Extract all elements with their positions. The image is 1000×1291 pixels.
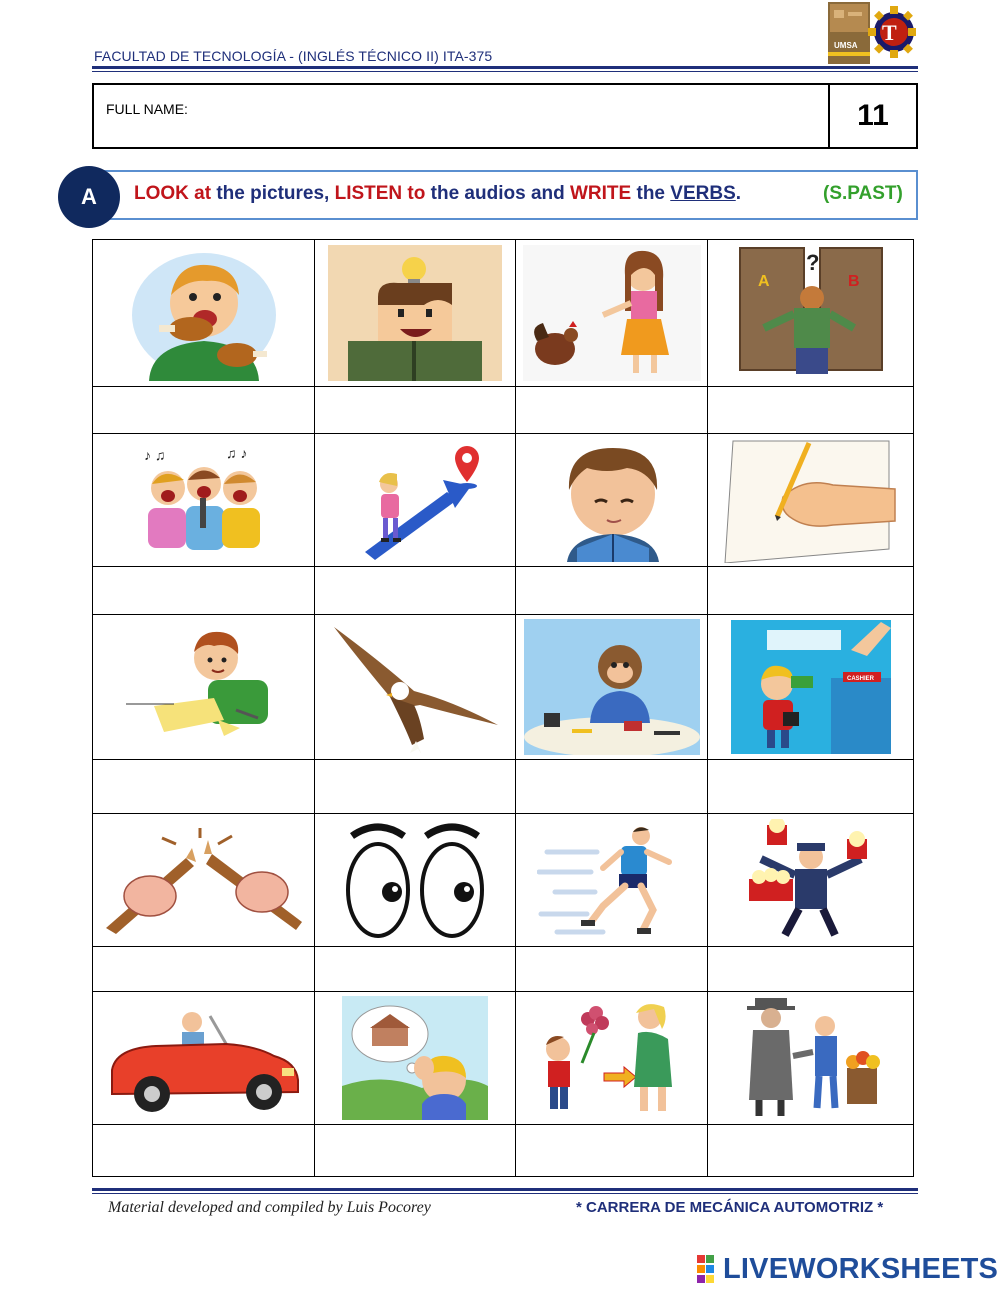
grid-line [913,239,914,1177]
header-rule [92,66,918,69]
answer-input-8[interactable] [709,568,912,612]
picture-cell [708,434,913,566]
grid-line [92,1124,914,1125]
picture-cell [315,615,515,759]
header-rule-thin [92,71,918,72]
grid-line [92,386,914,387]
footer-career: * CARRERA DE MECÁNICA AUTOMOTRIZ * [576,1199,884,1216]
boy-reading-book-icon [547,438,677,562]
man-selling-popcorn-icon [731,819,891,943]
answer-input-7[interactable] [517,568,706,612]
picture-cell [708,240,913,386]
liveworksheets-text: LIVEWORKSHEETS [723,1253,999,1285]
picture-cell [516,815,707,946]
footer-rule-thin [92,1193,918,1194]
boy-eating-chicken-icon [129,245,279,381]
instruction-text: LOOK at the pictures, LISTEN to the audios and WRITE the VERBS. [134,183,742,204]
full-name-label: FULL NAME: [106,101,188,117]
page-number: 11 [828,85,916,147]
picture-cell [516,240,707,386]
faculty-logo [828,2,916,64]
header-title: FACULTAD DE TECNOLOGÍA - (INGLÉS TÉCNICO II) ITA-375 [94,48,493,64]
picture-cell [93,815,314,946]
answer-input-15[interactable] [517,947,706,990]
man-choosing-door-icon [736,244,886,382]
man-thinking-idea-icon [328,245,502,381]
picture-cell [315,992,515,1124]
footer-credit: Material developed and compiled by Luis Pocorey [108,1199,431,1216]
answer-input-11[interactable] [517,764,706,808]
boy-cutting-paper-icon [124,622,284,752]
svg-text:B: B [847,273,860,290]
picture-cell [93,615,314,759]
answer-input-17[interactable] [94,1127,313,1174]
liveworksheets-logo-icon [697,1255,723,1285]
answer-input-4[interactable] [709,388,912,432]
footer-rule [92,1188,918,1191]
liveworksheets-brand[interactable] [697,1253,998,1286]
answer-input-18[interactable] [316,1127,514,1174]
thief-stealing-icon [739,996,883,1120]
grid-line [92,1176,914,1177]
answer-input-2[interactable] [316,388,514,432]
picture-cell [93,992,314,1124]
full-name-box [92,83,918,149]
grid-line [92,759,914,760]
man-driving-car-icon [106,1002,302,1114]
hands-breaking-stick-icon [102,826,306,936]
boy-paying-cashier-icon [731,620,891,754]
man-running-icon [537,822,687,940]
answer-input-9[interactable] [94,764,313,808]
logo-text: UMSA [834,41,858,50]
grid-line [92,813,914,814]
svg-text:T: T [882,20,897,45]
picture-cell [708,992,913,1124]
answer-input-5[interactable] [94,568,313,612]
answer-input-12[interactable] [709,764,912,808]
answer-input-1[interactable] [94,388,313,432]
svg-text:CASHIER: CASHIER [846,676,874,682]
answer-input-13[interactable] [94,947,313,990]
picture-cell [93,434,314,566]
picture-cell [516,434,707,566]
picture-cell [708,815,913,946]
picture-cell [315,240,515,386]
answer-input-14[interactable] [316,947,514,990]
svg-text:♪ ♫: ♪ ♫ [143,447,165,463]
svg-text:A: A [757,273,770,290]
eagle-flying-icon [330,621,500,753]
svg-text:♫ ♪: ♫ ♪ [225,445,247,461]
answer-input-6[interactable] [316,568,514,612]
picture-cell [93,240,314,386]
picture-cell [516,992,707,1124]
grid-line [92,566,914,567]
boy-giving-flowers-icon [534,999,690,1117]
tense-label: (S.PAST) [823,183,903,204]
girl-walking-to-destination-icon [347,440,483,560]
answer-input-20[interactable] [709,1127,912,1174]
picture-cell [516,615,707,759]
svg-text:?: ? [805,250,819,275]
picture-cell [315,815,515,946]
picture-cell [708,615,913,759]
answer-input-16[interactable] [709,947,912,990]
kids-singing-icon [134,440,274,560]
picture-cell [315,434,515,566]
section-badge: A [58,166,120,228]
answer-input-10[interactable] [316,764,514,808]
eyes-looking-icon [344,820,486,942]
hand-writing-icon [723,437,899,563]
answer-input-3[interactable] [517,388,706,432]
girl-feeding-hen-icon [523,245,701,381]
man-building-icon [524,619,700,755]
exercise-grid [92,239,914,1177]
answer-input-19[interactable] [517,1127,706,1174]
boy-forgetting-icon [342,996,488,1120]
